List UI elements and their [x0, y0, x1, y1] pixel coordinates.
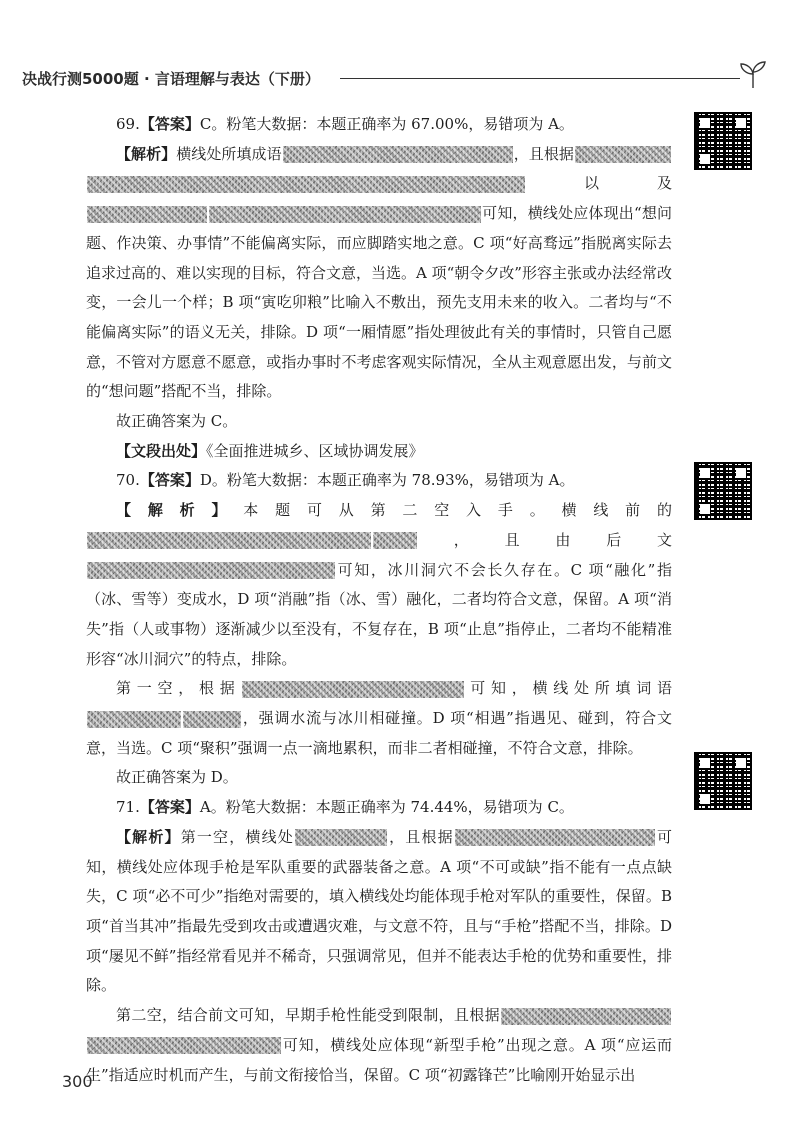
redacted-text: [242, 681, 464, 698]
q70-analysis: 【解析】本题可从第二空入手。横线前的，且由后文可知，冰川洞穴不会长久存在。C 项“融化”指（冰、雪等）变成水，D 项“消融”指（冰、雪）融化，二者均符合文意，保留。A 项“消失”指（人或事物）逐渐减少以至没有，不复存在，B 项“止息”指停止，二者均不能精准形容“冰川洞穴”的特点，排除。: [86, 501, 672, 668]
q70-conclusion: 故正确答案为 D。: [116, 768, 238, 787]
redacted-text: [575, 146, 671, 163]
q69-source: 【文段出处】《全面推进城乡、区域协调发展》: [116, 441, 424, 460]
redacted-text: [501, 1008, 671, 1025]
q69-conclusion: 故正确答案为 C。: [116, 412, 238, 431]
redacted-text: [283, 146, 513, 163]
redacted-text: [87, 206, 207, 223]
header-rule: [340, 78, 740, 79]
book-title: 决战行测5000题 · 言语理解与表达（下册）: [22, 70, 320, 88]
page-number: 300: [62, 1072, 93, 1091]
redacted-text: [373, 532, 417, 549]
q69-answer: 69.【答案】C。粉笔大数据：本题正确率为 67.00%，易错项为 A。: [116, 115, 574, 133]
q71-analysis: 【解析】第一空，横线处 ，且根据 可知，横线处应体现手枪是军队重要的武器装备之意。A 项“不可或缺”指不能有一点点缺失，C 项“必不可少”指绝对需要的，填入横线处均能体现手枪对军队的重要性，保留。B 项“首当其冲”指最先受到攻击或遭遇灾难，与文意不符，且与“手枪”搭配不当，排除。D 项“屡见不鲜”指经常看见并不稀奇，只强调常见，但并不能表达手枪的优势和重要性，排除。: [86, 827, 672, 995]
qr-code-icon[interactable]: [694, 112, 752, 170]
redacted-text: [87, 711, 181, 728]
redacted-text: [455, 829, 655, 846]
qr-code-icon[interactable]: [694, 752, 752, 810]
q70-analysis-2: 第一空，根据 可知，横线处所填词语，强调水流与冰川相碰撞。D 项“相遇”指遇见、碰到，符合文意，当选。C 项“聚积”强调一点一滴地累积，而非二者相碰撞，不符合文意，排除。: [86, 679, 672, 757]
q71-answer: 71.【答案】A。粉笔大数据：本题正确率为 74.44%，易错项为 C。: [116, 798, 574, 817]
redacted-text: [209, 206, 481, 223]
redacted-text: [87, 1037, 281, 1054]
redacted-text: [87, 562, 335, 579]
running-header: [22, 60, 782, 92]
q71-analysis-2: 第二空，结合前文可知，早期手枪性能受到限制，且根据可知，横线处应体现“新型手枪”出现之意。A 项“应运而生”指适应时机而产生，与前文衔接恰当，保留。C 项“初露锋芒”比喻刚开始显示出: [86, 1006, 672, 1084]
q70-answer: 70.【答案】D。粉笔大数据：本题正确率为 78.93%，易错项为 A。: [116, 471, 575, 490]
redacted-text: [87, 532, 371, 549]
qr-code-icon[interactable]: [694, 462, 752, 520]
q69-analysis: 【解析】横线处所填成语 ，且根据以及可知，横线处应体现出“想问题、作决策、办事情”不能偏离实际，而应脚踏实地之意。C 项“好高骛远”指脱离实际去追求过高的、难以实现的目标，符合文意，当选。A 项“朝令夕改”形容主张或办法经常改变，一会儿一个样；B 项“寅吃卯粮”比喻入不敷出，预先支用未来的收入。二者均与“不能偏离实际”的语义无关，排除。D 项“一厢情愿”指处理彼此有关的事情时，只管自己愿意，不管对方愿意不愿意，或指办事时不考虑客观实际情况，全从主观意愿出发，与前文的“想问题”搭配不当，排除。: [86, 144, 672, 401]
redacted-text: [87, 176, 525, 193]
redacted-text: [295, 829, 387, 846]
sprout-icon: [736, 60, 770, 90]
page-content: [86, 110, 672, 1090]
redacted-text: [183, 711, 241, 728]
